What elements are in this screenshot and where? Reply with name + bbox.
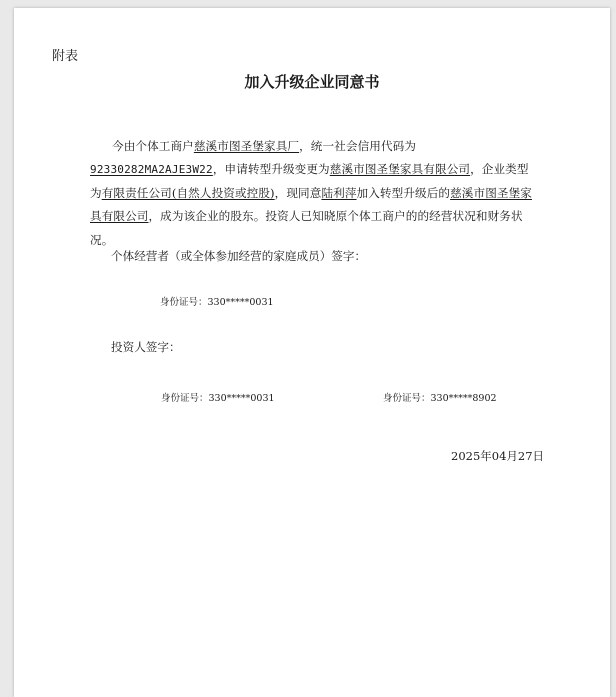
investor-signature-label: 投资人签字： [111, 340, 181, 354]
investor-id-number-1: 身份证号：330*****0031 [161, 393, 275, 404]
body-text-1: 今由个体工商户 [112, 139, 194, 153]
body-text-2: ，统一社会信用代码为 [299, 139, 417, 153]
annex-label: 附表 [52, 49, 79, 64]
new-company-name: 慈溪市图圣堡家具有限公司 [329, 162, 471, 177]
document-title: 加入升级企业同意书 [244, 73, 380, 91]
investor-id-number-2: 身份证号：330*****8902 [383, 393, 497, 404]
consent-paragraph [90, 135, 538, 252]
old-business-name: 慈溪市图圣堡家具厂 [193, 139, 300, 153]
body-text-6: 加入转型升级后的 [356, 185, 451, 200]
body-text-7: ，成为该企业的股东。投资人已知晓原个体工商户的的经营状况和财务状况。 [90, 209, 523, 247]
investor-name: 陆利萍 [321, 185, 357, 200]
body-text-3: ，申请转型升级变更为 [212, 162, 330, 177]
body-text-4: ，企业类型为 [90, 162, 529, 200]
operator-signature-label: 个体经营者（或全体参加经营的家庭成员）签字： [111, 249, 367, 263]
document-page [14, 8, 610, 697]
new-company-name-2: 慈溪市图圣堡家具有限公司 [90, 185, 532, 224]
signing-date: 2025年04月27日 [451, 449, 545, 463]
credit-code: 92330282MA2AJE3W22 [90, 163, 213, 177]
body-text-5: ，现同意 [274, 185, 322, 200]
operator-id-number: 身份证号：330*****0031 [160, 297, 274, 308]
company-type: 有限责任公司(自然人投资或控股) [101, 185, 275, 200]
